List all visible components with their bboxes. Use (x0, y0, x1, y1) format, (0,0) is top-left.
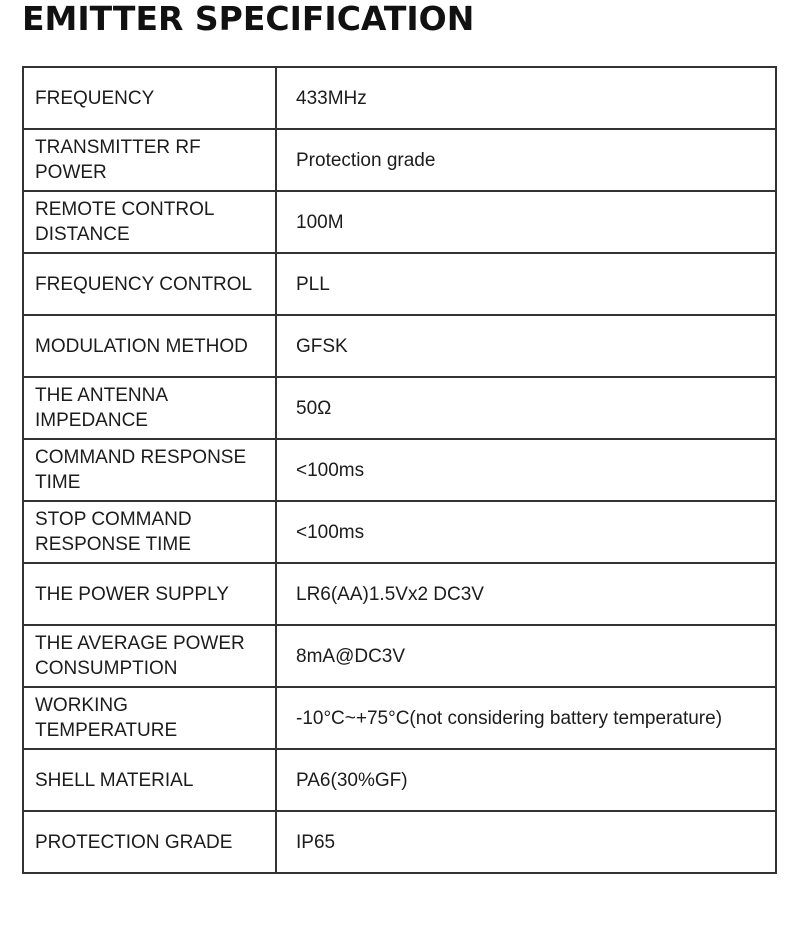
table-row (23, 315, 776, 377)
spec-label-shell-material: SHELL MATERIAL (23, 749, 276, 811)
spec-value-command-response: <100ms (276, 439, 776, 501)
spec-value-working-temperature: -10°C~+75°C(not considering battery temperature) (276, 687, 776, 749)
spec-value-stop-command-response: <100ms (276, 501, 776, 563)
table-row (23, 191, 776, 253)
spec-label-antenna-impedance: THE ANTENNA IMPEDANCE (23, 377, 276, 439)
spec-value-antenna-impedance: 50Ω (276, 377, 776, 439)
table-row (23, 687, 776, 749)
spec-value-rf-power: Protection grade (276, 129, 776, 191)
spec-label-distance: REMOTE CONTROL DISTANCE (23, 191, 276, 253)
table-row (23, 439, 776, 501)
spec-value-modulation: GFSK (276, 315, 776, 377)
table-row (23, 377, 776, 439)
spec-label-rf-power: TRANSMITTER RF POWER (23, 129, 276, 191)
table-row (23, 67, 776, 129)
table-row (23, 749, 776, 811)
table-row (23, 563, 776, 625)
spec-label-power-consumption: THE AVERAGE POWER CONSUMPTION (23, 625, 276, 687)
table-row (23, 253, 776, 315)
table-row (23, 811, 776, 873)
spec-value-shell-material: PA6(30%GF) (276, 749, 776, 811)
table-row (23, 625, 776, 687)
spec-value-protection-grade: IP65 (276, 811, 776, 873)
spec-label-frequency: FREQUENCY (23, 67, 276, 129)
spec-label-modulation: MODULATION METHOD (23, 315, 276, 377)
spec-value-frequency: 433MHz (276, 67, 776, 129)
spec-value-frequency-control: PLL (276, 253, 776, 315)
table-row (23, 501, 776, 563)
spec-value-power-supply: LR6(AA)1.5Vx2 DC3V (276, 563, 776, 625)
page-title: EMITTER SPECIFICATION (22, 0, 475, 38)
spec-label-working-temperature: WORKING TEMPERATURE (23, 687, 276, 749)
spec-label-command-response: COMMAND RESPONSE TIME (23, 439, 276, 501)
spec-table (22, 66, 777, 874)
table-row (23, 129, 776, 191)
spec-label-protection-grade: PROTECTION GRADE (23, 811, 276, 873)
spec-value-power-consumption: 8mA@DC3V (276, 625, 776, 687)
spec-label-frequency-control: FREQUENCY CONTROL (23, 253, 276, 315)
spec-label-power-supply: THE POWER SUPPLY (23, 563, 276, 625)
spec-value-distance: 100M (276, 191, 776, 253)
spec-label-stop-command-response: STOP COMMAND RESPONSE TIME (23, 501, 276, 563)
